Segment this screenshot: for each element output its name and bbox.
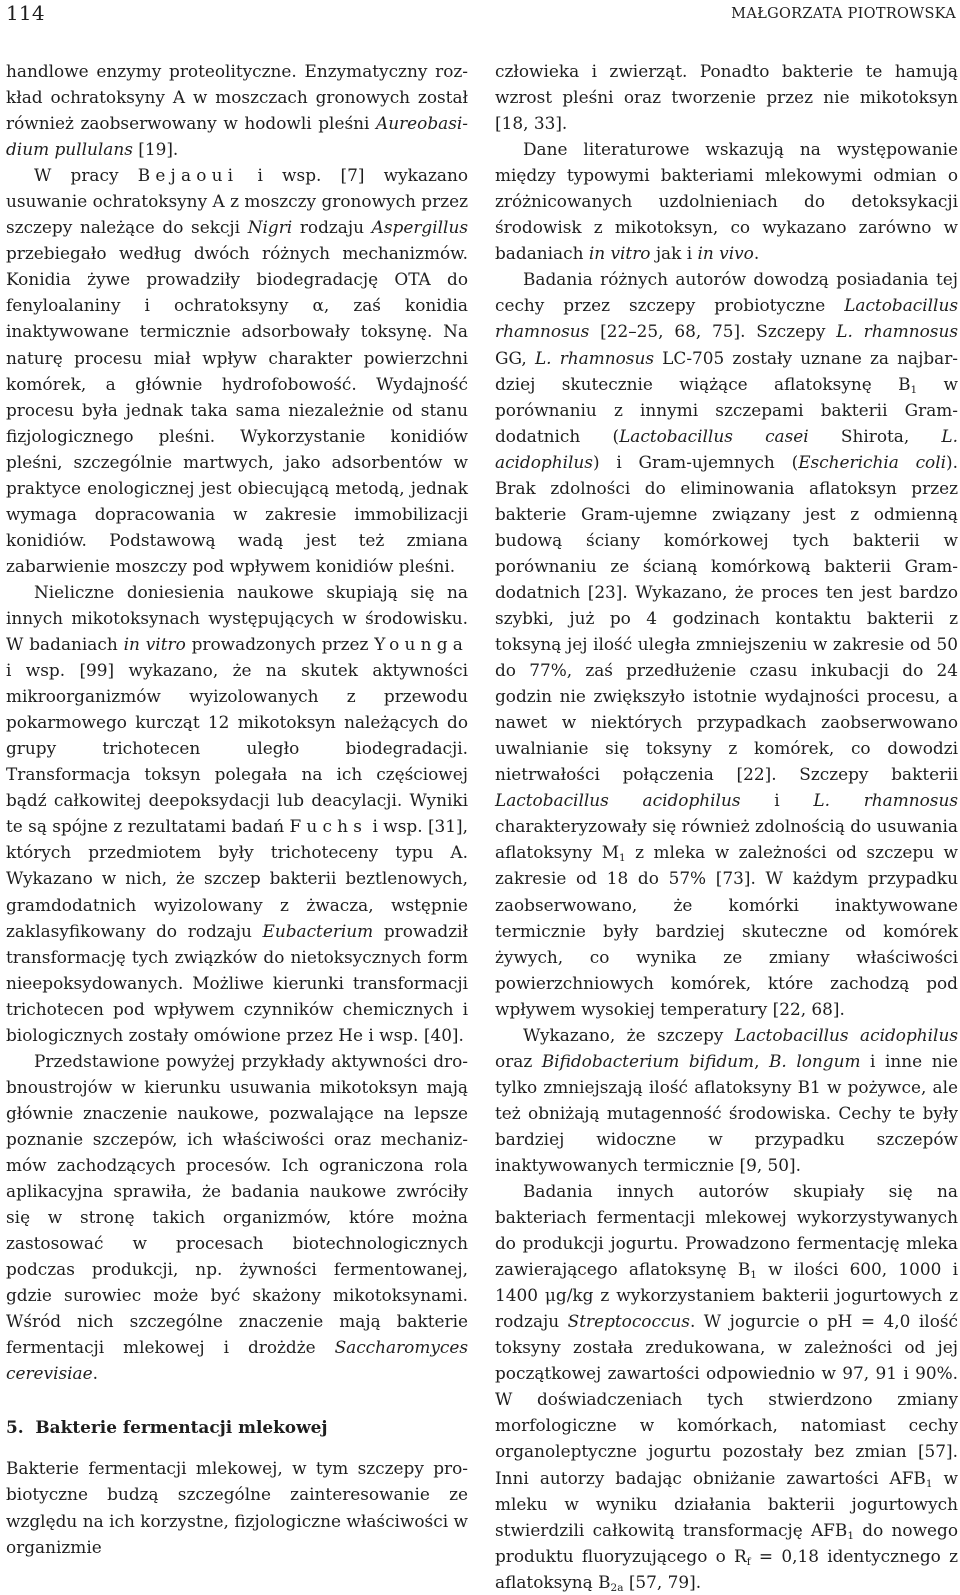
left-column-body: [6, 58, 468, 1386]
italic-term: L. rhamnosus: [813, 790, 958, 811]
subscript: 1: [925, 1477, 933, 1490]
page-header: [0, 0, 960, 40]
subscript: 2a: [610, 1581, 624, 1594]
paragraph: Badania innych autorów skupiały się na bakteriach fermentacji mlekowej wykorzystywanych do produkcji jogurtu. Prowadzono fermentację mleka zawierającego aflatoksynę $B_1$ w ilości 600, 1000 i 1400 μg/kg z wykorzystaniem bakterii jogurtowych z rodzaju Streptococcus. W jogurcie o pH = 4,0 ilość toksyny została zredukowana, w zależności od jej początkowej zawartości odpowiednio w 97, 91 i 90%. W doświadczeniach tych stwierdzono zmiany morfologiczne w komórkach, natomiast cechy organoleptyczne jogurtu pozostały bez zmian [57]. Inni autorzy badając obniżanie zawartości $AFB_1$ w mleku w wyniku działania bakterii jogurtowych stwierdzili całkowitą transformację $AFB_1$ do nowego produktu fluoryzującego o $R_f = 0,18$ identycznego z aflatoksyną $B_{2a}$ [57, 79].: [495, 1181, 959, 1594]
paragraph: W pracy Bejaoui i wsp. [7] wykazano usuwanie ochratoksyny A z moszczy gronowych przez szczepy należące do sekcji Nigri rodzaju Aspergillus przebiegało według dwóch różnych mechanizmów. Konidia żywe prowadziły biodegradację OTA do fenyloalaniny i ochratoksyny α, zaś konidia inaktywowane termicznie adsorbowały toksynę. Na naturę procesu miał wpływ charakter powierzchni komórek, a głównie hydrofobowość. Wydajność procesu była jednak taka sama niezależnie od stanu fizjologicznego pleśni. Wykorzystanie konidiów pleśni, szczególnie martwych, jako adsorbentów w praktyce enologicznej jest obiecującą metodą, jednak wymaga dopracowania w zakresie immobilizacji konidiów. Podstawową wadą jest też zmiana zabarwienie moszczy pod wpływem konidiów pleśni.: [6, 165, 468, 576]
left-column: [6, 58, 468, 1560]
italic-term: Lactobacillus casei: [619, 425, 809, 446]
italic-term: in vitro: [123, 634, 186, 655]
section-spacer: [6, 1386, 468, 1414]
italic-term: L. rhamnosus: [534, 347, 654, 368]
page-number: 114: [6, 1, 45, 25]
italic-term: Nigri: [247, 217, 293, 238]
subscript: 1: [910, 383, 918, 396]
italic-term: Bifidobacterium bifidum: [541, 1050, 755, 1071]
italic-term: Escherichia coli: [798, 451, 947, 472]
paragraph: handlowe enzymy proteolityczne. Enzymatyczny rozkład ochratoksyny A w moszczach gronowych został również zaobserwowany w hodowli pleśni Aureobasidium pullulans [19].: [6, 61, 468, 160]
paragraph: człowieka i zwierząt. Ponadto bakterie te hamują wzrost pleśni oraz tworzenie przez nie mikotoksyn [18, 33].: [495, 61, 958, 134]
italic-term: Aspergillus: [371, 217, 468, 238]
section-title: Bakterie fermentacji mlekowej: [35, 1417, 328, 1438]
paragraph: Dane literaturowe wskazują na występowanie między typowymi bakteriami mlekowymi odmian o zróżnicowanych uzdolnieniach do detoksykacji środowisk z mikotoksyn, co wykazano zarówno w badaniach in vitro jak i in vivo.: [495, 139, 958, 264]
italic-term: Saccharomyces cerevisiae: [6, 1337, 468, 1384]
subscript: 1: [847, 1529, 854, 1542]
italic-term: Lactobacillus acidophilus: [734, 1024, 958, 1045]
author-name: Bejaoui: [137, 165, 239, 186]
italic-term: in vivo: [697, 243, 754, 264]
italic-term: B. longum: [768, 1050, 861, 1071]
italic-term: Lactobacillus acidophilus: [495, 790, 741, 811]
right-column: [495, 58, 958, 1595]
italic-term: L. rhamnosus: [836, 321, 958, 342]
subscript: 1: [619, 852, 626, 865]
subscript: f: [746, 1555, 751, 1568]
paragraph: Bakterie fermentacji mlekowej, w tym szczepy probiotyczne budzą szczególne zainteresowanie ze względu na ich korzystne, fizjologiczne właściwości w organizmie: [6, 1458, 468, 1557]
section-body: [6, 1455, 468, 1559]
running-head: MAŁGORZATA PIOTROWSKA: [731, 6, 956, 22]
heading-spacer: [6, 1440, 468, 1455]
right-column-body: [495, 58, 958, 1595]
paragraph: Przedstawione powyżej przykłady aktywności drobnoustrojów w kierunku usuwania mikotoksyn mają głównie znaczenie naukowe, pozwalające na lepsze poznanie szczepów, ich właściwości oraz mechanizmów zachodzących procesów. Ich ograniczona rola aplikacyjna sprawiła, że badania naukowe zwróciły się w stronę takich organizmów, które można zastosować w procesach biotechnologicznych podczas produkcji, np. żywności fermentowanej, gdzie surowiec może być skażony mikotoksynami. Wśród nich szczególne znaczenie mają bakterie fermentacji mlekowej i drożdże Saccharomyces cerevisiae.: [6, 1050, 468, 1384]
italic-term: Streptococcus: [567, 1311, 690, 1332]
section-heading: [6, 1414, 468, 1440]
italic-term: L. acidophilus: [495, 425, 959, 472]
italic-term: in vitro: [588, 243, 651, 264]
italic-term: Aureobasidium pullulans: [6, 113, 468, 160]
paragraph: Badania różnych autorów dowodzą posiadania tej cechy przez szczepy probiotyczne Lactobacillus rhamnosus [22–25, 68, 75]. Szczepy L. rhamnosus GG, L. rhamnosus LC-705 zostały uznane za najbardziej skutecznie wiążące aflatoksynę $B_1$ w porównaniu z innymi szczepami bakterii Gram-dodatnich (Lactobacillus casei Shirota, L. acidophilus) i Gram-ujemnych (Escherichia coli). Brak zdolności do eliminowania aflatoksyn przez bakterie Gram-ujemne związany jest z odmienną budową ściany komórkowej tych bakterii w porównaniu ze ścianą komórkową bakterii Gram-dodatnich [23]. Wykazano, że proces ten jest bardzo szybki, już po 4 godzinach kontaktu bakterii z toksyną jej ilość uległa zmniejszeniu w zakresie od 50 do 77%, zaś przedłużenie czasu inkubacji do 24 godzin nie zwiększyło istotnie wydajności procesu, a nawet w niektórych przypadkach zaobserwowano uwalnianie się toksyny z komórek, co dowodzi nietrwałości połączenia [22]. Szczepy bakterii Lactobacillus acidophilus i L. rhamnosus charakteryzowały się również zdolnością do usuwania aflatoksyny $M_1$ z mleka w zależności od szczepu w zakresie od 18 do 57% [73]. W każdym przypadku zaobserwowano, że komórki inaktywowane termicznie były bardziej skuteczne od komórek żywych, co wynika ze zmiany właściwości powierzchniowych komórek, które zachodzą pod wpływem wysokiej temperatury [22, 68].: [495, 269, 959, 1019]
italic-term: Eubacterium: [262, 920, 374, 941]
author-name: Younga: [374, 634, 468, 655]
section-number: 5.: [6, 1417, 24, 1438]
italic-term: Lactobacillus rhamnosus: [495, 295, 958, 342]
author-name: Fuchs: [289, 816, 368, 837]
paragraph: Nieliczne doniesienia naukowe skupiają się na innych mikotoksynach występujących w środowisku. W badaniach in vitro prowadzonych przez Younga i wsp. [99] wykazano, że na skutek aktywności mikroorganizmów wyizolowanych z przewodu pokarmowego kurcząt 12 mikotoksyn należących do grupy trichotecen uległo biodegradacji. Transformacja toksyn polegała na ich częściowej bądź całkowitej deepoksydacji lub deacylacji. Wyniki te są spójne z rezultatami badań Fuchs i wsp. [31], których przedmiotem były trichoteceny typu A. Wykazano w nich, że szczep bakterii beztlenowych, gramdodatnich wyizolowany z żwacza, wstępnie zaklasyfikowany do rodzaju Eubacterium prowadził transformację tych związków do nietoksycznych form nieepoksydowanych. Możliwe kierunki transformacji trichotecen pod wpływem czynników chemicznych i biologicznych zostały omówione przez He i wsp. [40].: [6, 581, 469, 1045]
paragraph: Wykazano, że szczepy Lactobacillus acidophilus oraz Bifidobacterium bifidum, B. longum i inne nie tylko zmniejszają ilość aflatoksyny B1 w pożywce, ale też obniżają mutagenność środowiska. Cechy te były bardziej widoczne w przypadku szczepów inaktywowanych termicznie [9, 50].: [495, 1024, 958, 1175]
subscript: 1: [750, 1269, 757, 1282]
